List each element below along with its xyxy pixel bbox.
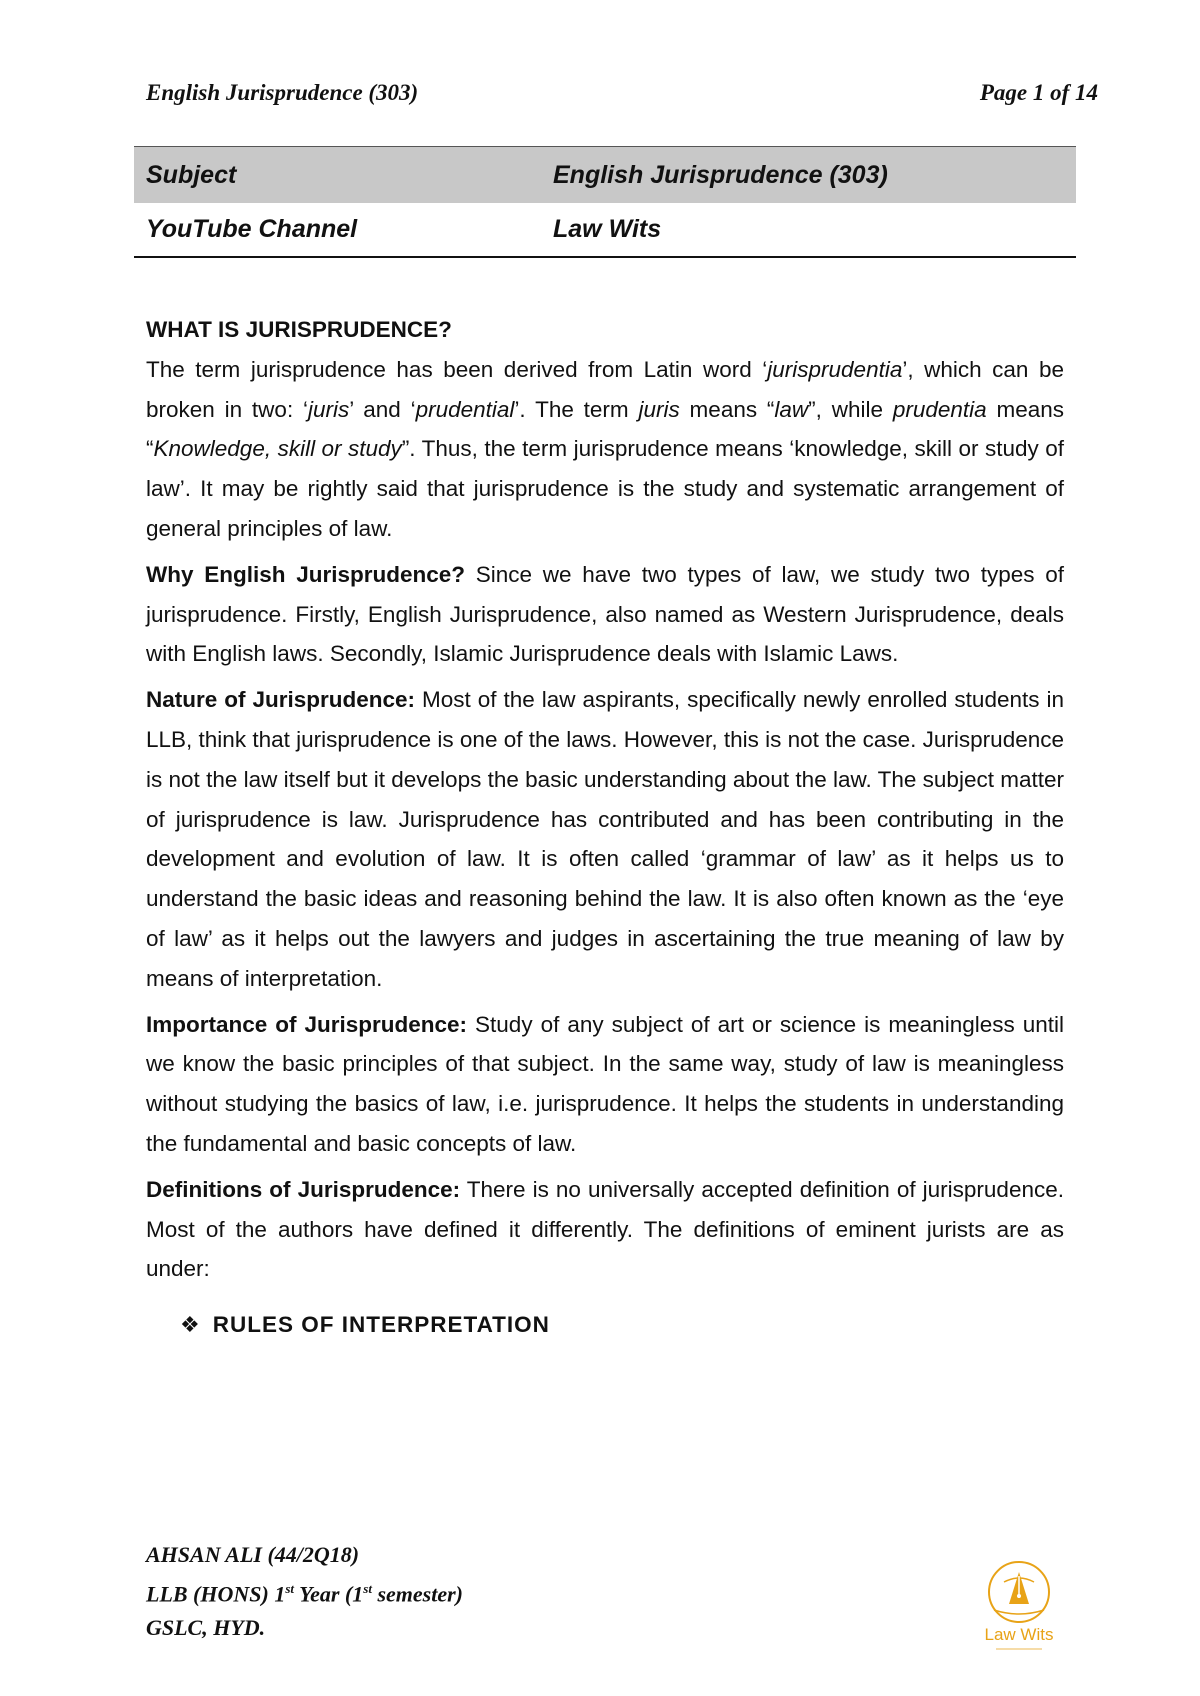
author-program: [146, 1572, 463, 1611]
logo-text: Law Wits: [984, 1625, 1054, 1644]
info-key: YouTube Channel: [146, 215, 358, 243]
paragraph-definition: [146, 350, 1064, 549]
paragraph-text: Most of the law aspirants, specifically newly enrolled students in LLB, think that jurisprudence is one of the laws. However, this is not the case. Jurisprudence is not the law itself but it develops the basic understanding about the law. The subject matter of jurisprudence is law. Jurisprudence has contributed and has been contributing in the development and evolution of law. It is often called ‘grammar of law’ as it helps us to understand the basic ideas and reasoning behind the law. It is also often known as the ‘eye of law’ as it helps out the lawyers and judges in ascertaining the true meaning of law by means of interpretation.: [146, 687, 1064, 991]
text-run: LLB (HONS) 1: [146, 1581, 286, 1607]
italic-term: juris: [638, 396, 680, 422]
paragraph-lead: Why English Jurisprudence?: [146, 561, 465, 587]
text-run: ’, which can be broken in two: ‘: [146, 356, 1064, 422]
italic-term: jurisprudentia: [767, 356, 903, 382]
paragraph-importance: [146, 1005, 1064, 1164]
paragraph-text: Study of any subject of art or science is meaningless until we know the basic principles of that subject. In the same way, study of law is meaningless without studying the basics of law, i.e. jurisprudence. It helps the students in understanding the fundamental and basic concepts of law.: [146, 1011, 1064, 1156]
author-name: AHSAN ALI (44/2Q18): [146, 1542, 360, 1567]
info-table: [134, 146, 1076, 258]
diamond-star-bullet-icon: ❖: [180, 1312, 201, 1338]
paragraph-lead: Definitions of Jurisprudence:: [146, 1176, 461, 1202]
paragraph-text: Since we have two types of law, we study two types of jurisprudence. Firstly, English Jurisprudence, also named as Western Jurisprudence, deals with English laws. Secondly, Islamic Jurisprudence deals with Islamic Laws.: [146, 561, 1064, 667]
text-run: means “: [146, 396, 1064, 462]
superscript: st: [285, 1581, 294, 1596]
text-run: means “: [679, 396, 775, 422]
text-run: The term jurisprudence has been derived from Latin word ‘: [146, 356, 768, 382]
text-run: semester): [371, 1581, 463, 1607]
author-institution: GSLC, HYD.: [146, 1615, 266, 1641]
info-row-subject: [134, 147, 1076, 203]
italic-term: prudential: [415, 396, 515, 422]
document-body: [146, 310, 1064, 1345]
superscript: st: [363, 1581, 372, 1596]
paragraph-nature: [146, 680, 1064, 998]
paragraph-why-english: [146, 555, 1064, 674]
paragraph-text: There is no universally accepted definition of jurisprudence. Most of the authors have defined it differently. The definitions of eminent jurists are as under:: [146, 1176, 1064, 1282]
italic-term: Knowledge, skill or study: [153, 436, 402, 462]
italic-term: juris: [308, 396, 350, 422]
author-footer: [146, 1538, 463, 1645]
running-header-title: English Jurisprudence (303): [146, 80, 419, 105]
italic-term: prudentia: [892, 396, 987, 422]
text-run: ’. The term: [514, 396, 639, 422]
paragraph-lead: Nature of Jurisprudence:: [146, 687, 416, 713]
info-row-channel: [134, 203, 1076, 256]
info-value: English Jurisprudence (303): [553, 160, 888, 189]
page-number: Page 1 of 14: [979, 80, 1098, 105]
bullet-item: [180, 1305, 1064, 1345]
info-key: Subject: [146, 160, 237, 189]
bullet-text: RULES OF INTERPRETATION: [212, 1312, 550, 1338]
paragraph-definitions: [146, 1170, 1064, 1289]
italic-term: law: [774, 396, 809, 422]
law-wits-logo: [964, 1552, 1074, 1662]
section-heading: WHAT IS JURISPRUDENCE?: [146, 317, 452, 342]
text-run: ”, while: [808, 396, 893, 422]
paragraph-lead: Importance of Jurisprudence:: [146, 1011, 468, 1037]
text-run: ”. Thus, the term jurisprudence means ‘knowledge, skill or study of law’. It may be rightly said that jurisprudence is the study and systematic arrangement of general principles of law.: [146, 436, 1064, 541]
pen-nib-logo-icon: [964, 1552, 1074, 1662]
text-run: ’ and ‘: [349, 396, 416, 422]
text-run: Year (1: [294, 1581, 364, 1607]
info-value: Law Wits: [553, 215, 662, 243]
